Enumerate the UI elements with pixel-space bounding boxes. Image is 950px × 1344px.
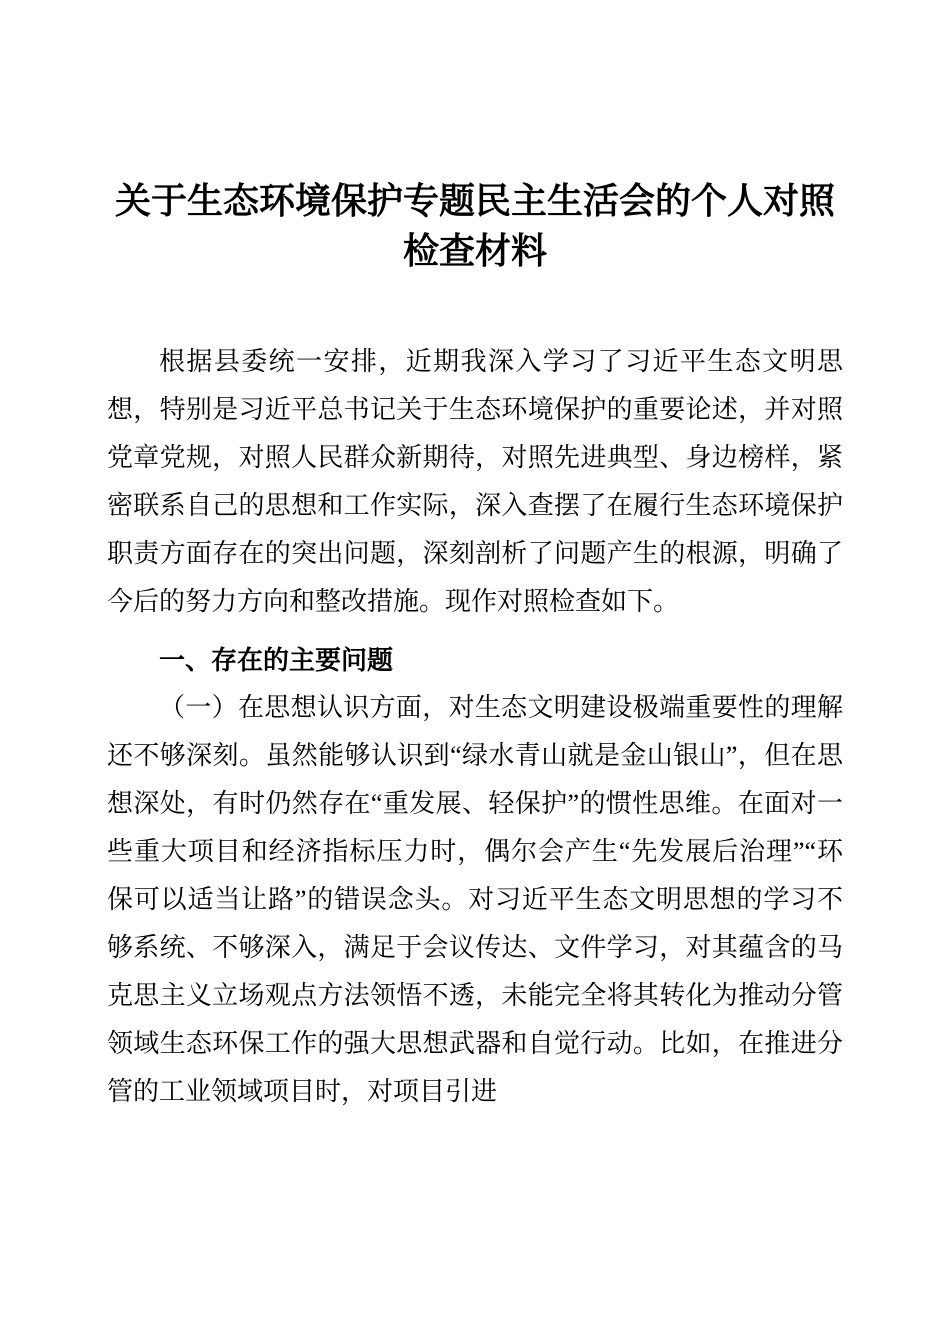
- paragraph-introduction: 根据县委统一安排，近期我深入学习了习近平生态文明思想，特别是习近平总书记关于生态环境保护的重要论述，并对照党章党规，对照人民群众新期待，对照先进典型、身边榜样，紧密联系自己的思想和工作实际，深入查摆了在履行生态环境保护职责方面存在的突出问题，深刻剖析了问题产生的根源，明确了今后的努力方向和整改措施。现作对照检查如下。: [107, 347, 843, 616]
- section-heading-main-problems: 一、存在的主要问题: [159, 645, 394, 675]
- paragraph-problem-ideological-awareness: （一）在思想认识方面，对生态文明建设极端重要性的理解还不够深刻。虽然能够认识到“绿水青山就是金山银山”，但在思想深处，有时仍然存在“重发展、轻保护”的惯性思维。在面对一些重大项目和经济指标压力时，偶尔会产生“先发展后治理”“环保可以适当让路”的错误念头。对习近平生态文明思想的学习不够系统、不够深入，满足于会议传达、文件学习，对其蕴含的马克思主义立场观点方法领悟不透，未能完全将其转化为推动分管领域生态环保工作的强大思想武器和自觉行动。比如，在推进分管的工业领域项目时，对项目引进: [107, 693, 843, 1106]
- document-title: 关于生态环境保护专题民主生活会的个人对照检查材料: [114, 181, 835, 271]
